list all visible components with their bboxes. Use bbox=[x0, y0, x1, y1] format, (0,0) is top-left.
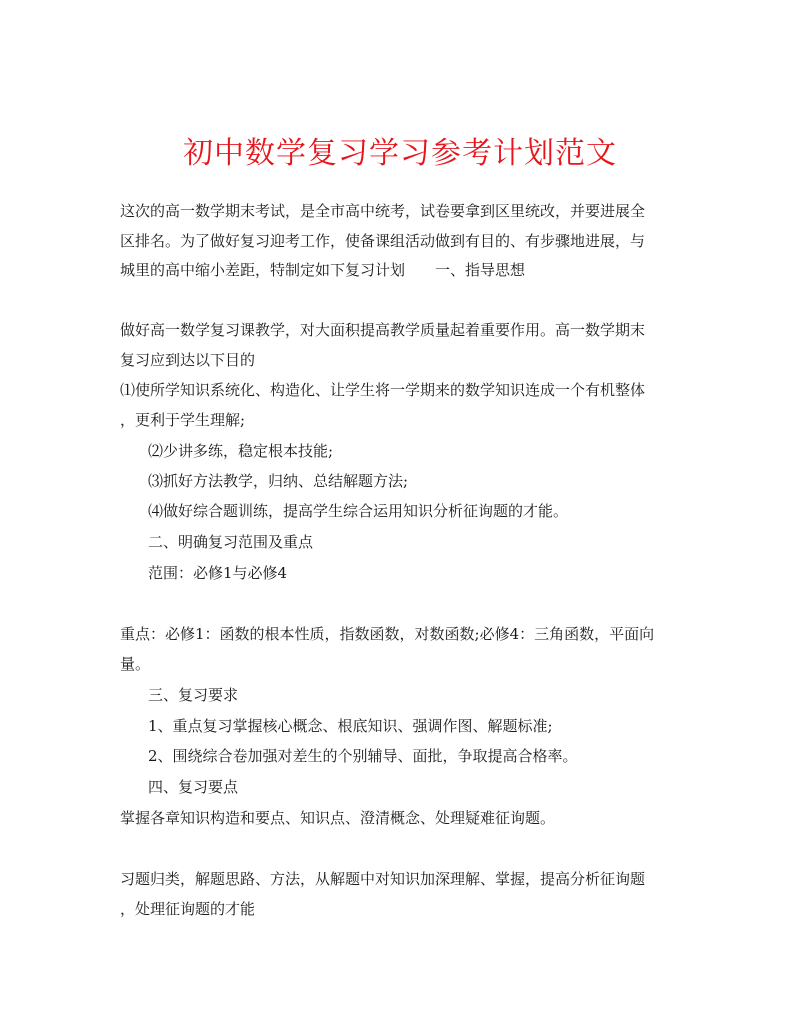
paragraph-line: 做好高一数学复习课教学，对大面积提高教学质量起着重要作用。高一数学期末 bbox=[120, 321, 646, 339]
list-item: 1、重点复习掌握核心概念、根底知识、强调作图、解题标准; bbox=[148, 717, 553, 735]
paragraph-line: 量。 bbox=[120, 655, 151, 673]
list-item: ⑶抓好方法教学，归纳、总结解题方法; bbox=[148, 472, 409, 490]
paragraph-line: 这次的高一数学期末考试，是全市高中统考，试卷要拿到区里统改，并要进展全 bbox=[120, 202, 646, 220]
paragraph-line: 复习应到达以下目的 bbox=[120, 351, 256, 369]
paragraph-line: 范围：必修1与必修4 bbox=[148, 564, 288, 582]
list-item-continuation: ，更利于学生理解; bbox=[120, 411, 246, 429]
list-item: ⑴使所学知识系统化、构造化、让学生将一学期来的数学知识连成一个有机整体 bbox=[120, 381, 646, 399]
paragraph-line: 重点：必修1：函数的根本性质，指数函数，对数函数;必修4：三角函数，平面向 bbox=[120, 625, 655, 643]
paragraph-line: ，处理征询题的才能 bbox=[120, 900, 256, 918]
list-item: 2、围绕综合卷加强对差生的个别辅导、面批，争取提高合格率。 bbox=[148, 747, 578, 765]
paragraph-line: 区排名。为了做好复习迎考工作，使备课组活动做到有目的、有步骤地进展，与 bbox=[120, 232, 646, 250]
document-title: 初中数学复习学习参考计划范文 bbox=[183, 136, 617, 172]
paragraph-line: 城里的高中缩小差距，特制定如下复习计划 一、指导思想 bbox=[120, 261, 526, 279]
section-heading: 四、复习要点 bbox=[148, 778, 239, 796]
paragraph-line: 习题归类，解题思路、方法，从解题中对知识加深理解、掌握，提高分析征询题 bbox=[120, 870, 646, 888]
list-item: ⑷做好综合题训练，提高学生综合运用知识分析征询题的才能。 bbox=[148, 502, 569, 520]
paragraph-line: 掌握各章知识构造和要点、知识点、澄清概念、处理疑难征询题。 bbox=[120, 809, 556, 827]
section-heading: 二、明确复习范围及重点 bbox=[148, 533, 314, 551]
list-item: ⑵少讲多练，稳定根本技能; bbox=[148, 442, 334, 460]
section-heading: 三、复习要求 bbox=[148, 686, 239, 704]
